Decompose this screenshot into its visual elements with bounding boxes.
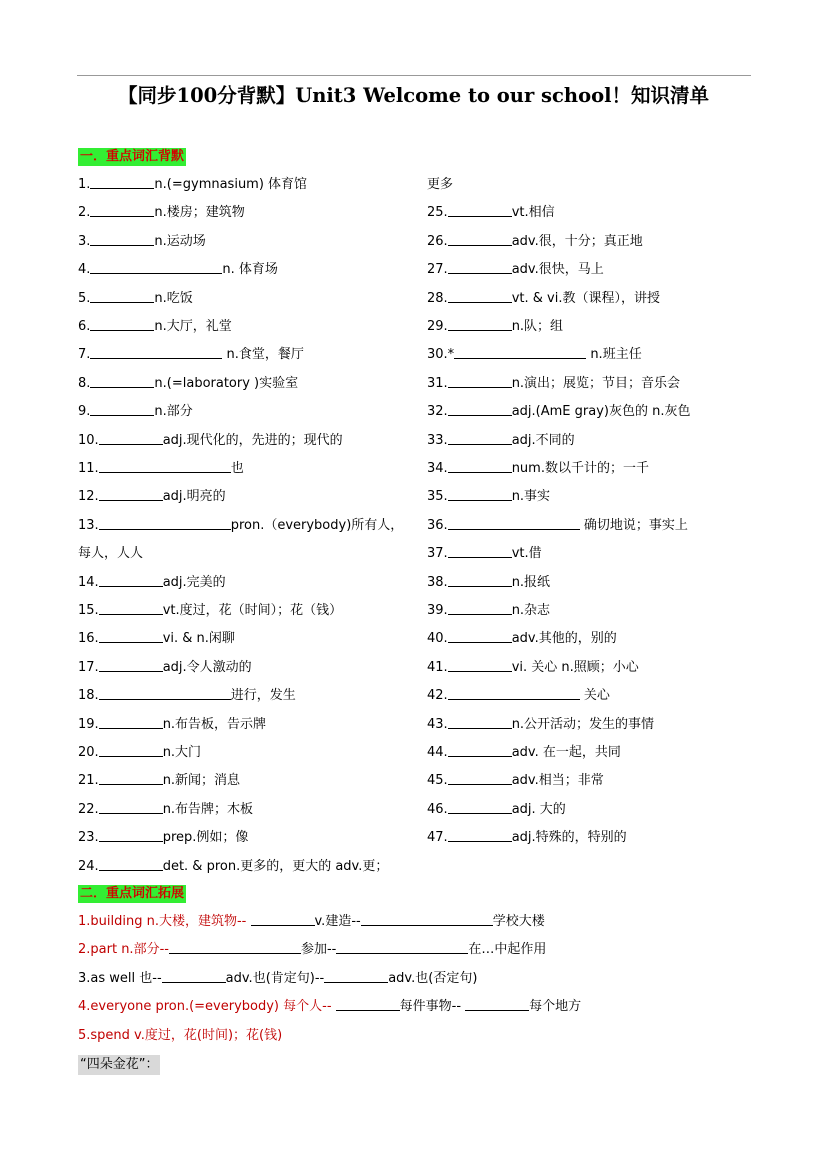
item-meaning: n.班主任 <box>586 347 642 363</box>
answer-blank[interactable] <box>448 374 512 388</box>
item-meaning: n.楼房；建筑物 <box>154 205 245 221</box>
extension-item <box>78 1026 282 1046</box>
item-number: 24. <box>78 858 99 874</box>
vocab-item <box>78 573 226 593</box>
item-number: 23. <box>78 830 99 846</box>
item-meaning: n.公开活动；发生的事情 <box>511 716 655 732</box>
header-rule <box>77 75 751 76</box>
item-number: 32. <box>427 404 448 420</box>
answer-blank[interactable] <box>90 402 154 416</box>
item-meaning: n.布告牌；木板 <box>162 801 254 817</box>
answer-blank[interactable] <box>448 629 512 643</box>
item-meaning: n.大厅，礼堂 <box>154 319 232 334</box>
vocab-item <box>427 289 660 309</box>
answer-blank[interactable] <box>465 997 529 1011</box>
answer-blank[interactable] <box>324 969 388 983</box>
item-meaning: vi. & n.闲聊 <box>162 631 235 647</box>
item-number: 10. <box>78 432 99 448</box>
item-meaning: n.部分 <box>154 404 193 420</box>
item-number: 2. <box>78 205 91 221</box>
item-number: 47. <box>427 830 448 846</box>
vocab-item <box>78 260 278 280</box>
vocab-item <box>427 601 550 621</box>
vocab-item <box>427 345 642 365</box>
item-meaning: 关心 <box>579 688 610 704</box>
vocab-item <box>427 573 550 593</box>
answer-blank[interactable] <box>448 658 512 672</box>
vocab-item <box>427 516 688 536</box>
item-meaning: n.新闻；消息 <box>162 773 241 789</box>
vocab-item <box>427 459 649 479</box>
vocab-item <box>427 658 639 678</box>
answer-blank[interactable] <box>361 912 493 926</box>
extension-text: adv.也(否定句) <box>388 970 478 986</box>
item-meaning: vt.度过，花（时间）；花（钱） <box>162 603 343 618</box>
vocab-item <box>427 317 563 337</box>
item-meaning: adv.相当；非常 <box>511 773 604 789</box>
vocab-item <box>427 402 690 422</box>
answer-blank[interactable] <box>448 686 580 700</box>
vocab-item <box>78 317 232 337</box>
answer-blank[interactable] <box>448 459 512 473</box>
item-number: 11. <box>78 461 99 476</box>
answer-blank[interactable] <box>169 940 301 954</box>
item-number: 41. <box>427 659 448 675</box>
answer-blank[interactable] <box>448 828 512 842</box>
item-number: 15. <box>78 603 99 618</box>
answer-blank[interactable] <box>90 289 154 303</box>
vocab-item <box>78 715 266 735</box>
answer-blank[interactable] <box>90 317 154 331</box>
vocab-item <box>78 487 226 507</box>
vocab-item <box>427 771 604 791</box>
item-number: 31. <box>427 375 448 391</box>
item-number: 28. <box>427 290 448 306</box>
item-meaning: 进行，发生 <box>230 688 296 704</box>
vocab-item <box>427 800 566 820</box>
extension-text: 4.everyone pron.(=everybody) 每个人-- <box>78 999 336 1015</box>
vocab-item <box>78 771 240 791</box>
vocab-item <box>78 232 206 252</box>
answer-blank[interactable] <box>99 629 163 643</box>
answer-blank[interactable] <box>99 516 231 530</box>
item-meaning: adj.现代化的，先进的；现代的 <box>162 432 343 448</box>
answer-blank[interactable] <box>99 828 163 842</box>
item-number: 25. <box>427 205 448 221</box>
extension-text: 学校大楼 <box>492 914 545 929</box>
answer-blank[interactable] <box>448 771 512 785</box>
answer-blank[interactable] <box>90 203 154 217</box>
item-number: 39. <box>427 603 448 618</box>
item-meaning: adj. 大的 <box>511 801 566 817</box>
item-meaning: n.(=gymnasium) 体育馆 <box>154 177 308 192</box>
item-meaning: adv.很，十分；真正地 <box>511 233 643 249</box>
vocab-item <box>427 686 610 706</box>
vocab-item <box>78 828 248 848</box>
answer-blank[interactable] <box>448 573 512 587</box>
answer-blank[interactable] <box>90 175 154 189</box>
item-number: 18. <box>78 688 99 704</box>
vocab-item <box>78 743 201 763</box>
vocab-item <box>427 743 621 763</box>
vocab-item <box>78 629 235 649</box>
extension-text: 2.part n.部分-- <box>78 942 169 958</box>
item-meaning: adv.其他的，别的 <box>511 631 617 647</box>
answer-blank[interactable] <box>90 345 222 359</box>
vocab-item <box>427 544 542 564</box>
item-meaning: 也 <box>230 461 244 476</box>
item-meaning: n.杂志 <box>511 603 551 618</box>
vocab-item <box>78 374 298 394</box>
vocab-item <box>427 431 575 451</box>
extension-text: adv.也(肯定句)-- <box>225 970 325 986</box>
item-number: 19. <box>78 716 99 732</box>
vocab-item <box>78 516 403 536</box>
answer-blank[interactable] <box>448 487 512 501</box>
item-number: 37. <box>427 546 448 562</box>
answer-blank[interactable] <box>448 260 512 274</box>
vocab-item <box>78 857 388 877</box>
item-number: 46. <box>427 801 448 817</box>
item-meaning: n.演出；展览；节目；音乐会 <box>511 375 681 391</box>
item-number: 1. <box>78 177 91 192</box>
vocab-item <box>78 175 307 195</box>
answer-blank[interactable] <box>99 743 163 757</box>
vocab-item <box>427 487 550 507</box>
answer-blank[interactable] <box>454 345 586 359</box>
item-number: 17. <box>78 659 99 675</box>
answer-blank[interactable] <box>448 715 512 729</box>
answer-blank[interactable] <box>448 544 512 558</box>
item-number: 29. <box>427 319 448 334</box>
item-meaning: n.事实 <box>511 489 551 505</box>
answer-blank[interactable] <box>448 431 512 445</box>
item-number: 27. <box>427 262 448 278</box>
item-number: 20. <box>78 745 99 760</box>
answer-blank[interactable] <box>99 658 163 672</box>
item-number: 13. <box>78 517 99 533</box>
extension-text: 每个地方 <box>529 999 582 1015</box>
answer-blank[interactable] <box>448 516 580 530</box>
answer-blank[interactable] <box>448 317 512 331</box>
item-number: 6. <box>78 319 91 334</box>
item-meaning: n.大门 <box>162 745 202 760</box>
vocab-item <box>78 601 342 621</box>
extension-item <box>78 969 477 989</box>
item-meaning: n.食堂，餐厅 <box>222 347 304 363</box>
item-number: 40. <box>427 631 448 647</box>
item-meaning: adj.不同的 <box>511 432 575 448</box>
answer-blank[interactable] <box>99 601 163 615</box>
extension-text: 参加-- <box>300 942 337 958</box>
extension-text: 每件事物-- <box>399 999 466 1015</box>
item-number: 14. <box>78 574 99 590</box>
answer-blank[interactable] <box>162 969 226 983</box>
item-meaning: adj.特殊的，特别的 <box>511 830 627 846</box>
item-meaning: n.(=laboratory )实验室 <box>154 375 299 391</box>
answer-blank[interactable] <box>99 573 163 587</box>
item-meaning: n.报纸 <box>511 574 551 590</box>
item-number: 33. <box>427 432 448 448</box>
item-number: 44. <box>427 745 448 760</box>
extension-text: 3.as well 也-- <box>78 970 162 986</box>
section-heading-vocabulary: 一．重点词汇背默 <box>80 149 185 164</box>
extension-text: v.建造-- <box>314 914 361 929</box>
extension-item <box>78 912 545 932</box>
vocab-item <box>78 459 244 479</box>
section-heading-extension: 二．重点词汇拓展 <box>80 886 185 901</box>
extension-item <box>78 997 581 1017</box>
item-number: 36. <box>427 517 448 533</box>
answer-blank[interactable] <box>448 800 512 814</box>
item-number: 34. <box>427 461 448 476</box>
item-meaning: vi. 关心 n.照顾；小心 <box>511 659 639 675</box>
item-number: 7. <box>78 347 91 363</box>
item-number: 12. <box>78 489 99 505</box>
item-number: 38. <box>427 574 448 590</box>
item-meaning: n.吃饭 <box>154 290 193 306</box>
item-meaning: 确切地说；事实上 <box>579 517 688 533</box>
vocab-item <box>427 203 555 223</box>
answer-blank[interactable] <box>448 402 512 416</box>
extension-text: 在…中起作用 <box>468 942 547 958</box>
item-number: 43. <box>427 716 448 732</box>
item-meaning: prep.例如；像 <box>162 830 249 846</box>
vocab-item <box>427 374 680 394</box>
vocab-item <box>78 345 304 365</box>
item-meaning: 更多 <box>427 177 454 192</box>
answer-blank[interactable] <box>99 715 163 729</box>
answer-blank[interactable] <box>336 997 400 1011</box>
item-number: 16. <box>78 631 99 647</box>
page-title: 【同步100分背默】Unit3 Welcome to our school！知识清单 <box>118 84 709 107</box>
vocab-item <box>427 629 617 649</box>
vocab-item <box>78 658 252 678</box>
answer-blank[interactable] <box>448 601 512 615</box>
vocab-item <box>78 203 245 223</box>
item-number: 35. <box>427 489 448 505</box>
item-meaning: n.运动场 <box>154 233 206 249</box>
vocab-item <box>427 260 604 280</box>
item-meaning: adv.很快，马上 <box>511 262 604 278</box>
item-number: 9. <box>78 404 91 420</box>
vocab-item <box>78 800 253 820</box>
answer-blank[interactable] <box>448 289 512 303</box>
answer-blank[interactable] <box>90 232 154 246</box>
vocab-item <box>78 289 193 309</box>
item-number: 30.* <box>427 347 455 363</box>
item-meaning: pron.（everybody)所有人， <box>230 517 404 533</box>
item-number: 26. <box>427 233 448 249</box>
item-number: 45. <box>427 773 448 789</box>
item-meaning: vt.借 <box>511 546 542 562</box>
vocab-item <box>427 175 453 195</box>
item-number: 42. <box>427 688 448 704</box>
vocab-item <box>427 715 654 735</box>
vocab-item <box>78 544 143 564</box>
answer-blank[interactable] <box>448 203 512 217</box>
four-flowers-label: “四朵金花”： <box>78 1055 160 1075</box>
item-meaning: adj.令人激动的 <box>162 659 252 675</box>
item-meaning: adv. 在一起，共同 <box>511 745 621 760</box>
answer-blank[interactable] <box>99 431 163 445</box>
item-meaning: adj.明亮的 <box>162 489 226 505</box>
item-number: 8. <box>78 375 91 391</box>
answer-blank[interactable] <box>99 459 231 473</box>
item-meaning: det. & pron.更多的，更大的 adv.更； <box>162 858 389 874</box>
extension-text: 5.spend v.度过，花(时间)；花(钱) <box>78 1027 283 1043</box>
answer-blank[interactable] <box>99 686 231 700</box>
extension-item <box>78 940 546 960</box>
item-number: 3. <box>78 233 91 249</box>
extension-text: 1.building n.大楼，建筑物-- <box>78 914 251 929</box>
answer-blank[interactable] <box>90 374 154 388</box>
item-meaning: n.队；组 <box>511 319 564 334</box>
item-meaning: 每人，人人 <box>78 546 144 562</box>
vocab-item <box>78 686 296 706</box>
item-number: 5. <box>78 290 91 306</box>
answer-blank[interactable] <box>448 743 512 757</box>
item-meaning: vt. & vi.教（课程），讲授 <box>511 290 660 306</box>
answer-blank[interactable] <box>99 800 163 814</box>
item-meaning: num.数以千计的；一千 <box>511 461 649 476</box>
item-meaning: adj.(AmE gray)灰色的 n.灰色 <box>511 404 691 420</box>
answer-blank[interactable] <box>90 260 222 274</box>
item-meaning: n. 体育场 <box>222 262 278 278</box>
item-number: 21. <box>78 773 99 789</box>
answer-blank[interactable] <box>99 487 163 501</box>
vocab-item <box>427 828 627 848</box>
item-meaning: n.布告板，告示牌 <box>162 716 267 732</box>
item-number: 22. <box>78 801 99 817</box>
vocab-item <box>427 232 643 252</box>
answer-blank[interactable] <box>99 771 163 785</box>
item-meaning: adj.完美的 <box>162 574 226 590</box>
item-meaning: vt.相信 <box>511 205 555 221</box>
vocab-item <box>78 402 193 422</box>
answer-blank[interactable] <box>336 940 468 954</box>
answer-blank[interactable] <box>99 857 163 871</box>
item-number: 4. <box>78 262 91 278</box>
vocab-item <box>78 431 343 451</box>
answer-blank[interactable] <box>448 232 512 246</box>
answer-blank[interactable] <box>251 912 315 926</box>
